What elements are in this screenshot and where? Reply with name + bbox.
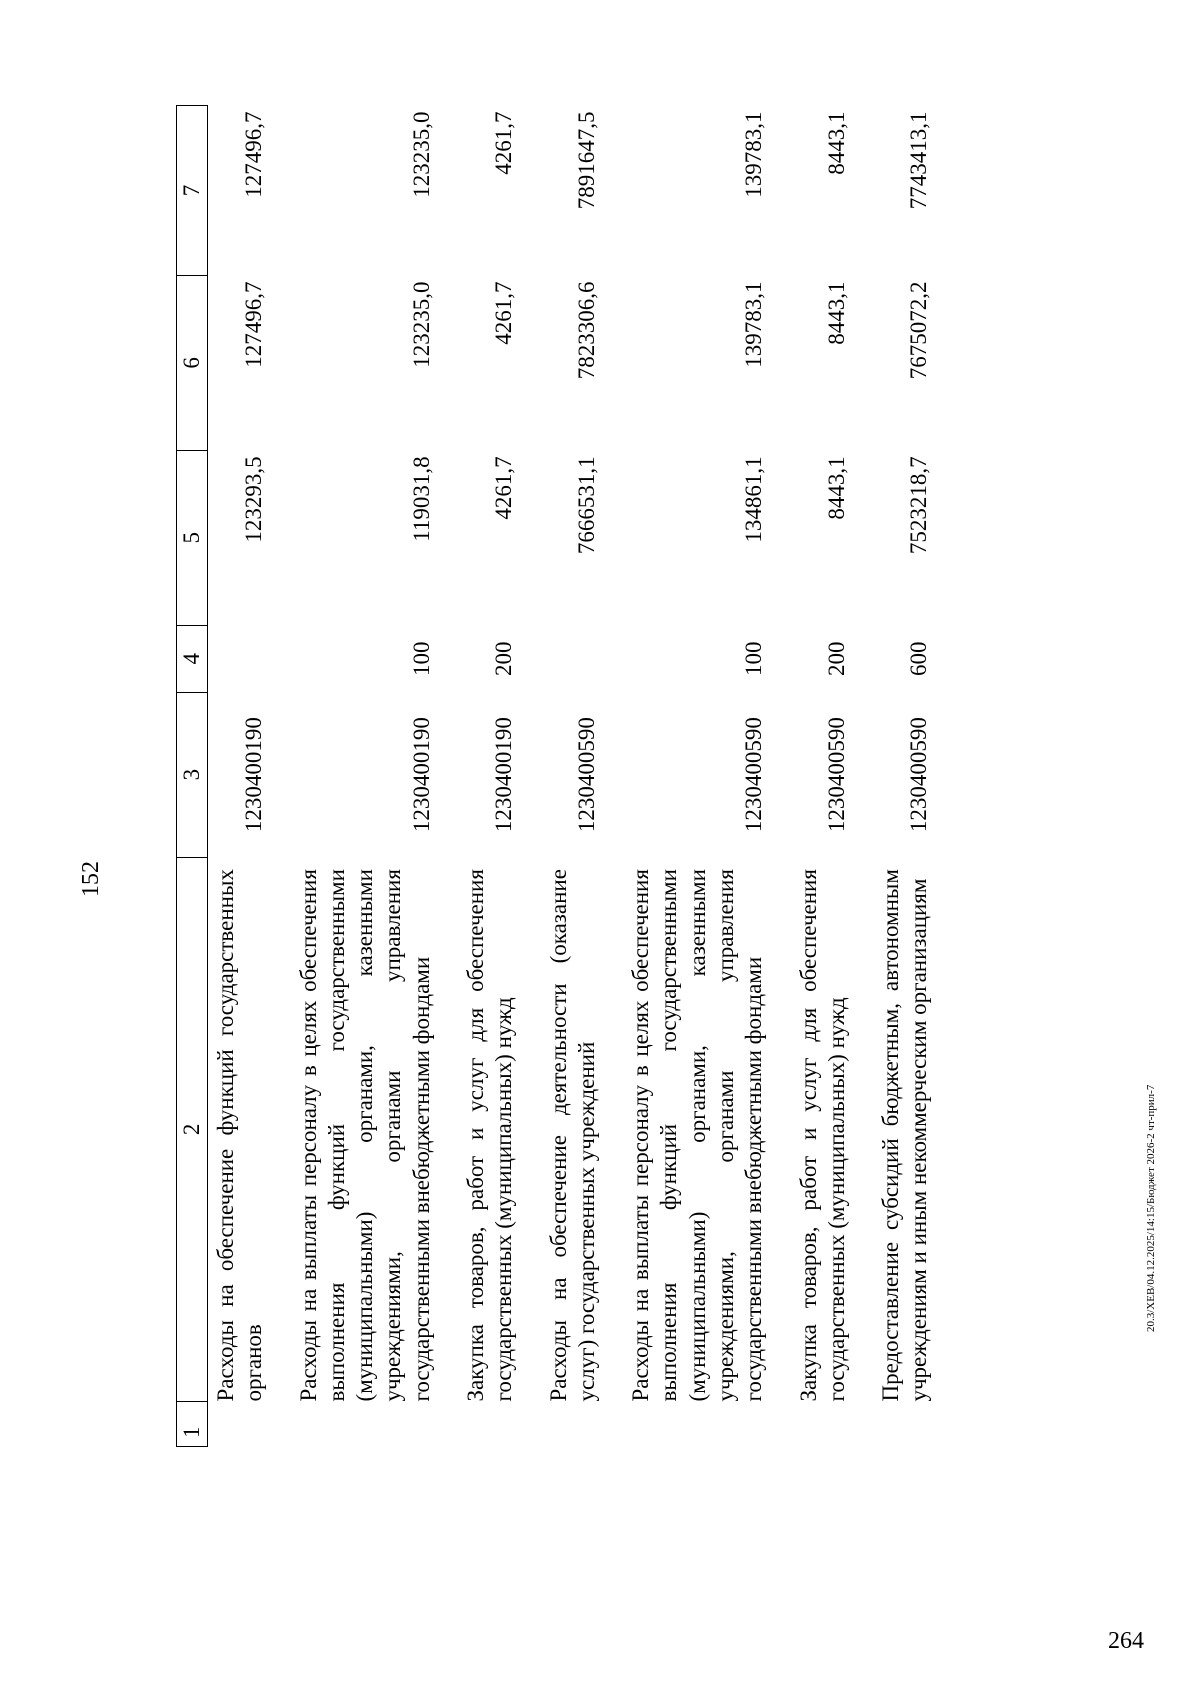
row-type: 100	[408, 641, 434, 676]
row-value-6: 127496,7	[241, 281, 267, 368]
row-code: 1230400190	[491, 717, 517, 833]
row-value-6: 4261,7	[491, 281, 517, 345]
row-name: Закупка товаров, работ и услуг для обеспечения государственных (муниципальных) нужд	[795, 869, 849, 1402]
row-code: 1230400590	[741, 717, 767, 833]
row-name: Расходы на обеспечение деятельности (оказание услуг) государственных учреждений	[545, 869, 599, 1402]
row-value-5: 134861,1	[741, 456, 767, 543]
table-row	[769, 106, 852, 1447]
document-footer-code: 20.3/ХЕВ/04.12.2025/14:15/Бюджет 2026-2 чт-прил-7	[1145, 1084, 1157, 1332]
row-value-6: 139783,1	[741, 281, 767, 368]
row-col1	[269, 1402, 436, 1447]
page-number-bottom: 264	[1108, 1628, 1144, 1654]
row-value-5: 4261,7	[491, 456, 517, 520]
row-name: Расходы на обеспечение функций государственных органов	[213, 869, 267, 1402]
row-type	[519, 625, 602, 692]
row-value-5: 8443,1	[823, 456, 849, 520]
row-code: 1230400590	[906, 717, 932, 833]
table-row	[851, 106, 934, 1447]
header-col-1: 1	[177, 1402, 208, 1447]
row-value-7: 139783,1	[741, 111, 767, 198]
row-col1	[208, 1402, 269, 1447]
row-col1	[851, 1402, 934, 1447]
row-code: 1230400190	[408, 717, 434, 833]
row-type: 600	[906, 641, 932, 676]
row-col1	[436, 1402, 519, 1447]
page-number-top: 152	[78, 861, 104, 897]
row-value-5: 123293,5	[241, 456, 267, 543]
row-name: Расходы на выплаты персоналу в целях обеспечения выполнения функций государственными (муниципальными) органами, казенными учреждениями, органами управления государственными внебюджетными фондами	[295, 869, 434, 1402]
row-code: 1230400590	[823, 717, 849, 833]
row-col1	[769, 1402, 852, 1447]
row-value-5: 7523218,7	[906, 456, 932, 555]
budget-table	[176, 105, 934, 1447]
header-col-3: 3	[177, 692, 208, 857]
row-code: 1230400190	[241, 717, 267, 833]
row-value-5: 119031,8	[408, 456, 434, 542]
row-value-6: 7823306,6	[573, 281, 599, 380]
row-value-6: 7675072,2	[906, 281, 932, 380]
row-value-7: 4261,7	[491, 111, 517, 175]
row-name: Расходы на выплаты персоналу в целях обеспечения выполнения функций государственными (муниципальными) органами, казенными учреждениями, органами управления государственными внебюджетными фондами	[628, 869, 767, 1402]
table-row	[601, 106, 768, 1447]
header-col-6: 6	[177, 275, 208, 450]
row-type: 200	[491, 641, 517, 676]
header-col-7: 7	[177, 106, 208, 276]
row-value-7: 8443,1	[823, 111, 849, 175]
row-value-6: 8443,1	[823, 281, 849, 345]
row-col1	[601, 1402, 768, 1447]
row-value-7: 7743413,1	[906, 111, 932, 210]
header-col-5: 5	[177, 450, 208, 625]
table-row	[519, 106, 602, 1447]
row-value-7: 7891647,5	[573, 111, 599, 210]
row-name: Предоставление субсидий бюджетным, автономным учреждениям и иным некоммерческим организациям	[878, 869, 932, 1402]
row-value-6: 123235,0	[408, 281, 434, 368]
row-type: 200	[823, 641, 849, 676]
row-value-5: 7666531,1	[573, 456, 599, 555]
row-code: 1230400590	[573, 717, 599, 833]
row-value-7: 127496,7	[241, 111, 267, 198]
row-type	[208, 625, 269, 692]
row-type: 100	[741, 641, 767, 676]
table-header-row	[177, 106, 208, 1447]
row-value-7: 123235,0	[408, 111, 434, 198]
header-col-2: 2	[177, 857, 208, 1401]
row-col1	[519, 1402, 602, 1447]
header-col-4: 4	[177, 625, 208, 692]
row-name: Закупка товаров, работ и услуг для обеспечения государственных (муниципальных) нужд	[462, 869, 517, 1402]
table-row	[269, 106, 436, 1447]
table-row	[436, 106, 519, 1447]
table-row	[208, 106, 269, 1447]
